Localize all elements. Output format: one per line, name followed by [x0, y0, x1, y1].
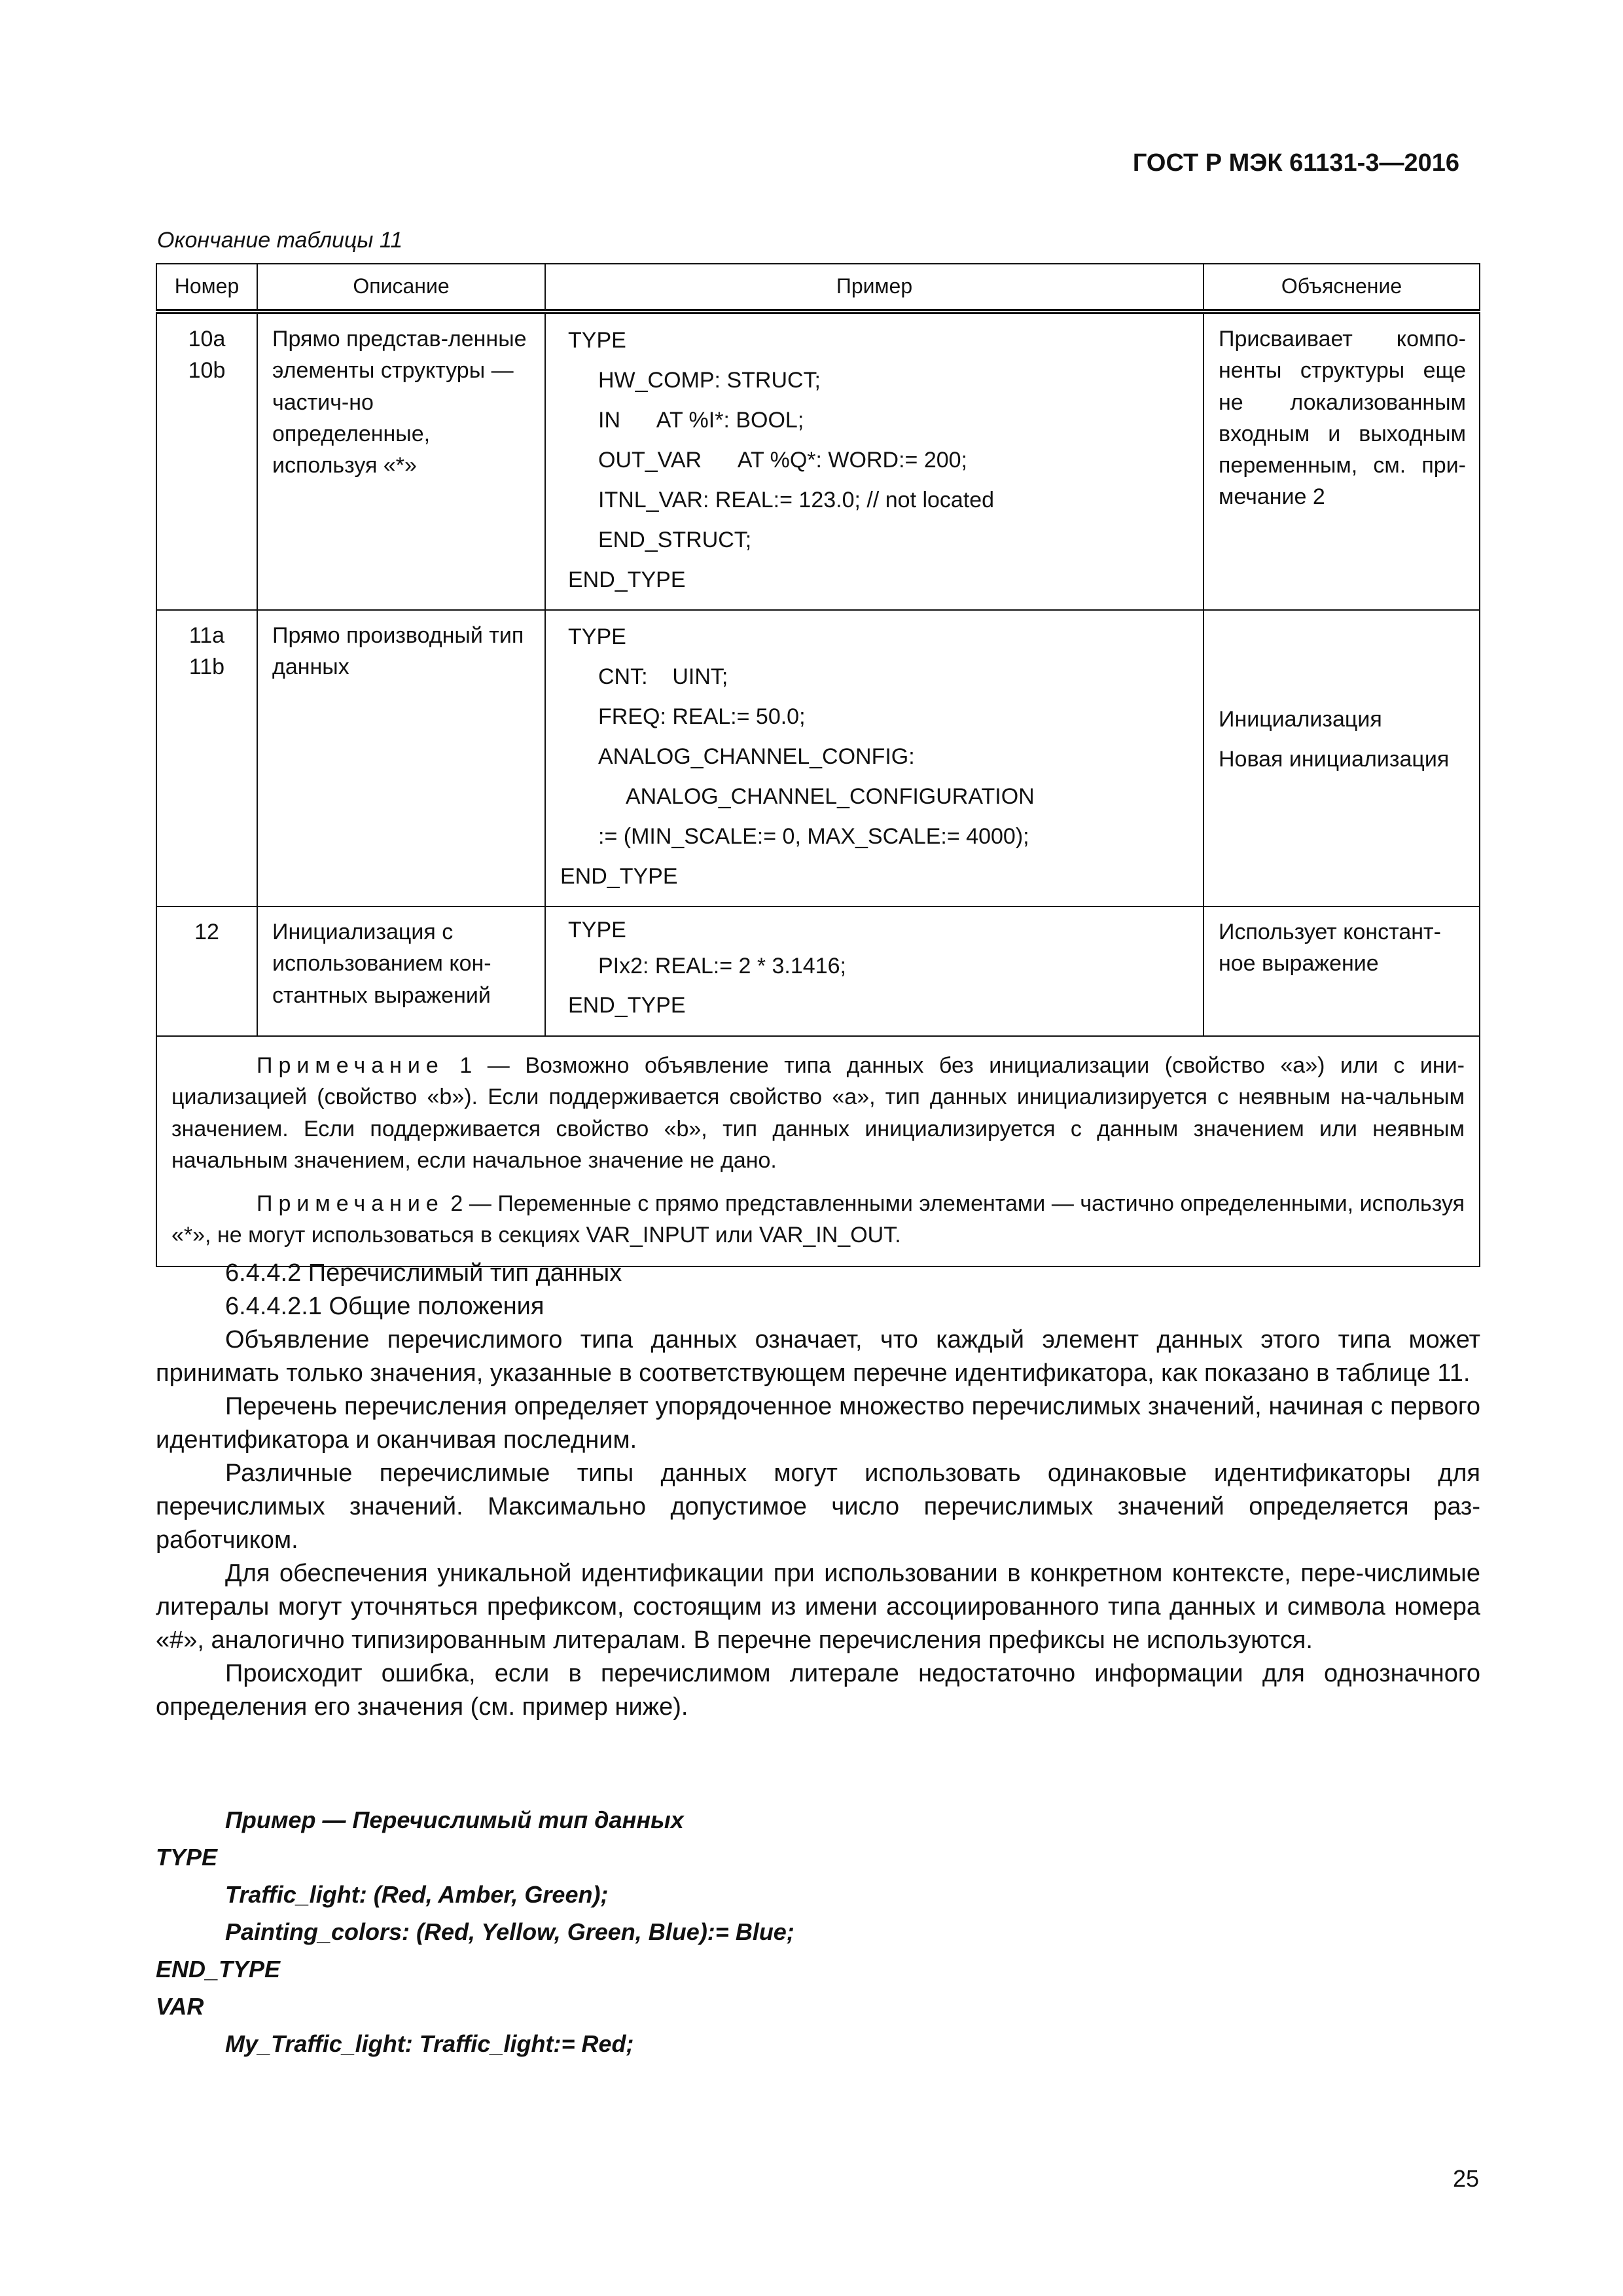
note-text: 1 — Возможно объявление типа данных без инициализации (свойство «а») или с ини-циализацией (свойство «b»). Если поддерживается свойство «а», тип данных инициализируется с неявным на-чальным значением. Если поддерживается свойство «b», тип данных инициализируется с данным значением или неявным начальным значением, если начальное значение не дано. — [171, 1053, 1465, 1173]
note-label: Примечание — [257, 1053, 444, 1078]
code-line: ANALOG_CHANNEL_CONFIG: — [598, 744, 915, 769]
row-number: 10a — [188, 327, 226, 351]
body-paragraph: Происходит ошибка, если в перечислимом литерале недостаточно информации для однозначного определения его значения (см. пример ниже). — [156, 1660, 1480, 1721]
table-note — [171, 1188, 1465, 1251]
row-number-cell — [156, 610, 257, 906]
table-note — [171, 1050, 1465, 1176]
code-line: END_TYPE — [560, 864, 678, 889]
example-code-line: My_Traffic_light: Traffic_light:= Red; — [225, 2030, 634, 2057]
note-label: Примечание — [257, 1191, 444, 1217]
code-line: HW_COMP: STRUCT; — [598, 368, 821, 393]
row-description: Прямо представ-ленные элементы структуры — частич-но определенные, используя «*» — [257, 312, 545, 610]
table-caption: Окончание таблицы 11 — [157, 228, 403, 253]
code-line: OUT_VAR AT %Q*: WORD:= 200; — [598, 448, 967, 473]
row-example — [545, 312, 1204, 610]
row-description: Прямо производный тип данных — [257, 610, 545, 906]
explanation-line: Инициализация — [1219, 707, 1382, 732]
row-explanation: Присваивает компо-ненты структуры еще не локализованным входным и выходным переменным, см. при-мечание 2 — [1204, 312, 1480, 610]
note-text: 2 — Переменные с прямо представленными элементами — частично определенными, используя «*», не могут использоваться в секциях VAR_INPUT или VAR_IN_OUT. — [171, 1191, 1465, 1248]
code-line: PIx2: REAL:= 2 * 3.1416; — [598, 954, 846, 978]
section-body — [156, 1257, 1480, 1724]
body-paragraph: Для обеспечения уникальной идентификации при использовании в конкретном контексте, пере-числимые литералы могут уточняться префиксом, состоящим из имени ассоциированного типа данных и символа номера «#», аналогично типизированным литералам. В перечне перечисления префиксы не используются. — [156, 1560, 1480, 1654]
example-code-line: VAR — [156, 1993, 204, 2020]
code-line: := (MIN_SCALE:= 0, MAX_SCALE:= 4000); — [598, 824, 1029, 849]
table-notes — [156, 1036, 1480, 1266]
example-code-line: Traffic_light: (Red, Amber, Green); — [225, 1881, 609, 1908]
code-line: END_TYPE — [568, 567, 686, 592]
row-example — [545, 906, 1204, 1036]
row-number: 12 — [194, 920, 219, 944]
body-paragraph: Перечень перечисления определяет упорядоченное множество перечислимых значений, начиная с первого идентификатора и оканчивая последним. — [156, 1393, 1480, 1454]
body-paragraph: Различные перечислимые типы данных могут использовать одинаковые идентификаторы для перечислимых значений. Максимально допустимое число перечислимых значений определяется раз-работчиком. — [156, 1460, 1480, 1554]
section-heading: 6.4.4.2 Перечислимый тип данных — [225, 1259, 622, 1287]
row-number: 10b — [188, 358, 226, 384]
document-standard-header: ГОСТ Р МЭК 61131-3—2016 — [1132, 149, 1459, 177]
row-number: 11b — [188, 655, 225, 680]
example-code-line: Painting_colors: (Red, Yellow, Green, Blue):= Blue; — [225, 1918, 794, 1945]
example-code-line: END_TYPE — [156, 1956, 281, 1982]
table-row — [156, 610, 1480, 906]
subsection-heading: 6.4.4.2.1 Общие положения — [225, 1293, 544, 1320]
code-line: FREQ: REAL:= 50.0; — [598, 704, 806, 729]
table-header-row — [156, 264, 1480, 312]
example-block — [156, 1801, 1480, 2062]
page-number: 25 — [1452, 2165, 1479, 2192]
row-explanation — [1204, 610, 1480, 906]
row-description: Инициализация с использованием кон-стантных выражений — [257, 906, 545, 1036]
row-number-cell — [156, 906, 257, 1036]
code-line: TYPE — [568, 624, 626, 649]
code-line: ANALOG_CHANNEL_CONFIGURATION — [626, 784, 1035, 809]
body-paragraph: Объявление перечислимого типа данных означает, что каждый элемент данных этого типа может принимать только значения, указанные в соответствующем перечне идентификатора, как показано в таблице 11. — [156, 1326, 1480, 1387]
code-line: TYPE — [568, 918, 626, 942]
explanation-line: Новая инициализация — [1219, 747, 1450, 772]
code-line: ITNL_VAR: REAL:= 123.0; // not located — [598, 488, 995, 512]
column-header-number: Номер — [156, 264, 257, 312]
row-number-cell — [156, 312, 257, 610]
table-row — [156, 312, 1480, 610]
example-code-line: TYPE — [156, 1844, 218, 1871]
row-explanation: Использует констант-ное выражение — [1204, 906, 1480, 1036]
table-notes-row — [156, 1036, 1480, 1266]
column-header-description: Описание — [257, 264, 545, 312]
row-number: 11a — [188, 623, 225, 648]
code-line: END_TYPE — [568, 993, 686, 1018]
example-title: Пример — Перечислимый тип данных — [225, 1806, 684, 1833]
code-line: IN AT %I*: BOOL; — [598, 408, 804, 433]
code-line: END_STRUCT; — [598, 528, 752, 552]
column-header-explanation: Объяснение — [1204, 264, 1480, 312]
code-line: CNT: UINT; — [598, 664, 728, 689]
column-header-example: Пример — [545, 264, 1204, 312]
table-row — [156, 906, 1480, 1036]
table-11 — [156, 263, 1480, 1267]
row-example — [545, 610, 1204, 906]
code-line: TYPE — [568, 328, 626, 353]
